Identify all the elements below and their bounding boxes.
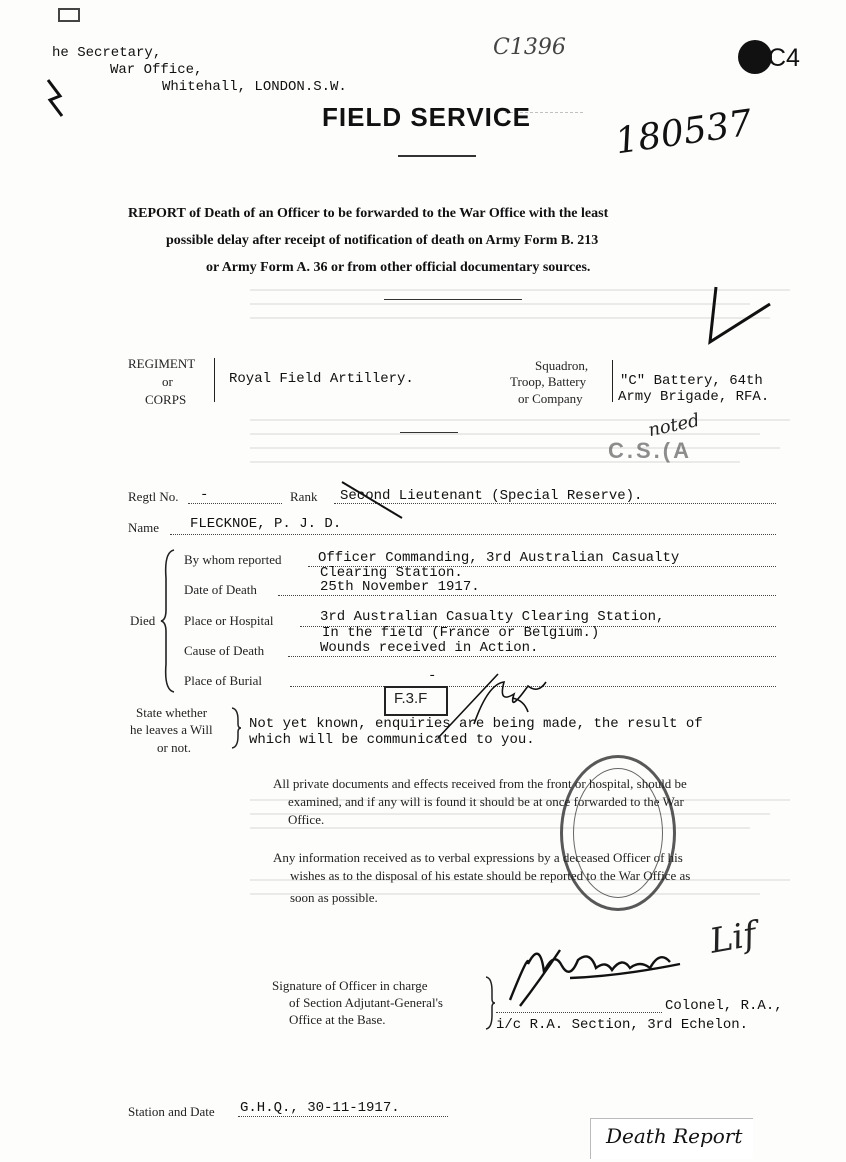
regtl-no-value: - [200,487,209,503]
squadron-brace [612,360,613,402]
place-label: Place or Hospital [184,613,274,628]
regiment-divider [400,432,458,433]
cause-value: Wounds received in Action. [320,640,539,656]
signature-brace [484,975,496,1031]
reported-by-value-1: Officer Commanding, 3rd Australian Casualty [318,550,680,566]
squadron-label-1: Squadron, [535,358,589,373]
regtl-no-line [188,503,282,504]
notes-para2-line2: wishes as to the disposal of his estate should be reported to the War Office as [290,868,691,883]
regiment-label-3: CORPS [145,392,187,407]
ref-number: 180537 [612,102,755,163]
date-of-death-value: 25th November 1917. [320,579,480,595]
station-date-value: G.H.Q., 30-11-1917. [240,1100,400,1116]
squadron-value-1: "C" Battery, 64th [620,373,763,389]
rank-label: Rank [290,489,318,504]
will-brace [230,706,242,750]
death-report-label: Death Report [606,1124,743,1148]
address-line-3: Whitehall, LONDON.S.W. [162,79,347,95]
intro-line-3: or Army Form A. 36 or from other official documentary sources. [206,260,591,275]
signature-initials: Lif [706,914,760,962]
will-label-2: he leaves a Will [130,722,213,737]
will-label-3: or not. [157,740,191,755]
address-line-1: he Secretary, [52,45,162,61]
burial-value: - [428,668,437,684]
ref-c1396: C1396 [493,35,566,60]
intro-line-1: REPORT of Death of an Officer to be forwarded to the War Office with the least [128,206,609,221]
regiment-label-1: REGIMENT [128,356,196,371]
name-line [170,534,776,535]
date-of-death-line [278,595,776,596]
signature-title-2: i/c R.A. Section, 3rd Echelon. [496,1017,749,1033]
reported-by-value-2: Clearing Station. [320,565,463,581]
signature-line [496,1012,662,1013]
squadron-label-3: or Company [518,391,583,406]
notes-para1-line3: Office. [288,812,325,827]
address-line-2: War Office, [110,62,203,78]
reported-by-label: By whom reported [184,552,282,567]
died-label: Died [130,613,156,628]
corner-staple-mark [58,8,80,22]
intro-line-2: possible delay after receipt of notification of death on Army Form B. 213 [166,233,599,248]
oval-stamp [560,755,676,911]
signature-label-3: Office at the Base. [289,1012,386,1027]
regiment-brace [214,358,215,402]
regtl-no-label: Regtl No. [128,489,179,504]
handwritten-signature [500,920,700,1010]
burial-label: Place of Burial [184,673,262,688]
left-edge-mark [44,78,66,118]
notes-para2-line3: soon as possible. [290,890,378,905]
name-value: FLECKNOE, P. J. D. [190,516,342,532]
cause-line [288,656,776,657]
f3f-stamp-text: F.3.F [394,690,428,707]
will-value-2: which will be communicated to you. [249,732,535,748]
name-label: Name [128,520,160,535]
will-value-1: Not yet known, enquiries are being made, the result of [249,716,703,732]
squadron-label-2: Troop, Battery [510,374,587,389]
notes-para2-line1: Any information received as to verbal expressions by a deceased Officer of his [273,850,683,865]
signature-label-1: Signature of Officer in charge [272,978,428,993]
notes-para1-line2: examined, and if any will is found it should be at once forwarded to the War [288,794,684,809]
will-label-1: State whether [136,705,208,720]
noted-annotation: noted [646,409,702,442]
signature-title-1: Colonel, R.A., [665,998,783,1014]
rank-value: Second Lieutenant (Special Reserve). [340,488,643,504]
station-date-line [238,1116,448,1117]
signature-label-2: of Section Adjutant-General's [289,995,443,1010]
title-divider [398,155,476,157]
died-brace [160,548,176,694]
intro-divider [384,299,522,300]
station-date-label: Station and Date [128,1104,215,1119]
place-value-1: 3rd Australian Casualty Clearing Station, [320,609,665,625]
ref-c4: C4 [768,44,800,72]
tick-mark [698,282,778,352]
regiment-label-2: or [162,374,173,389]
cause-label: Cause of Death [184,643,265,658]
notes-para1-line1: All private documents and effects received from the front or hospital, should be [273,776,687,791]
black-dot-mark [738,40,772,74]
squadron-value-2: Army Brigade, RFA. [618,389,770,405]
rank-strike-mark [340,478,410,522]
csc-stamp: C.S.(A [608,438,692,463]
page-title: FIELD SERVICE [322,102,532,132]
regiment-value: Royal Field Artillery. [229,371,414,387]
place-value-2: In the field (France or Belgium.) [322,625,600,641]
date-of-death-label: Date of Death [184,582,257,597]
